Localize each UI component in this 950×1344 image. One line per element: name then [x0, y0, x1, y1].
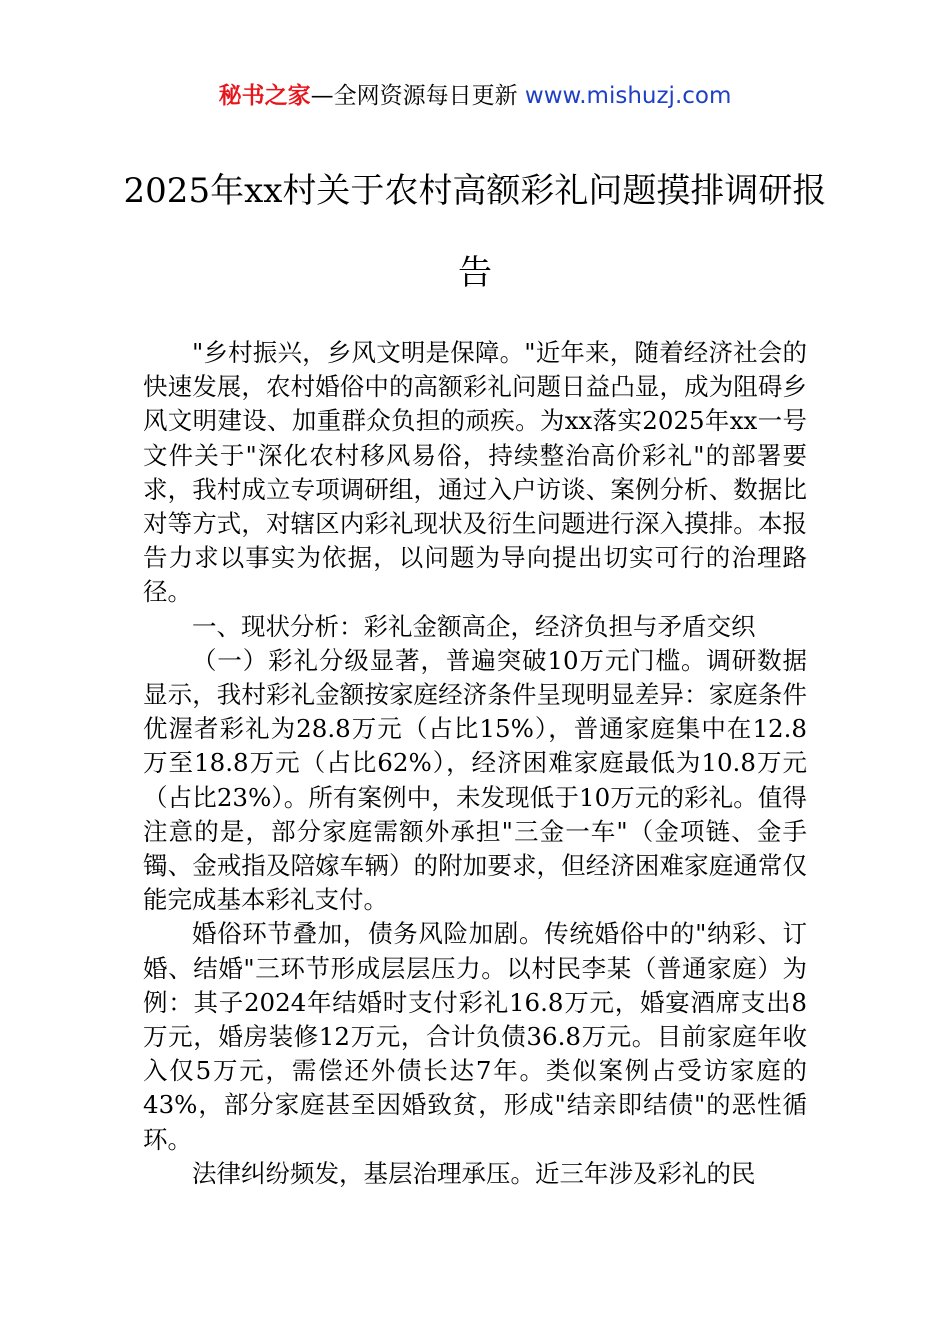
- body-paragraph: （一）彩礼分级显著，普遍突破10万元门槛。调研数据显示，我村彩礼金额按家庭经济条件呈现明显差异：家庭条件优渥者彩礼为28.8万元（占比15%），普通家庭集中在12.8万至18.8万元（占比62%），经济困难家庭最低为10.8万元（占比23%）。所有案例中，未发现低于10万元的彩礼。值得注意的是，部分家庭需额外承担"三金一车"（金项链、金手镯、金戒指及陪嫁车辆）的附加要求，但经济困难家庭通常仅能完成基本彩礼支付。: [143, 645, 807, 915]
- intro-paragraph: "乡村振兴，乡风文明是保障。"近年来，随着经济社会的快速发展，农村婚俗中的高额彩礼问题日益凸显，成为阻碍乡风文明建设、加重群众负担的顽疾。为xx落实2025年xx一号文件关于"深化农村移风易俗，持续整治高价彩礼"的部署要求，我村成立专项调研组，通过入户访谈、案例分析、数据比对等方式，对辖区内彩礼现状及衍生问题进行深入摸排。本报告力求以事实为依据，以问题为导向提出切实可行的治理路径。: [143, 338, 807, 607]
- body-paragraph: 法律纠纷频发，基层治理承压。近三年涉及彩礼的民: [192, 1158, 756, 1188]
- site-brand: 秘书之家: [218, 83, 311, 109]
- document-body: [143, 336, 807, 1191]
- document-title: 2025年xx村关于农村高额彩礼问题摸排调研报告: [123, 171, 827, 293]
- site-header: [0, 80, 950, 112]
- body-paragraph: 婚俗环节叠加，债务风险加剧。传统婚俗中的"纳彩、订婚、结婚"三环节形成层层压力。以村民李某（普通家庭）为例：其子2024年结婚时支付彩礼16.8万元，婚宴酒席支出8万元，婚房装修12万元，合计负债36.8万元。目前家庭年收入仅5万元，需偿还外债长达7年。类似案例占受访家庭的43%，部分家庭甚至因婚致贫，形成"结亲即结债"的恶性循环。: [143, 919, 807, 1154]
- site-url-link[interactable]: www.mishuzj.com: [524, 83, 732, 109]
- site-slogan: —全网资源每日更新: [310, 83, 525, 109]
- section-heading: 一、现状分析：彩礼金额高企，经济负担与矛盾交织: [192, 611, 756, 641]
